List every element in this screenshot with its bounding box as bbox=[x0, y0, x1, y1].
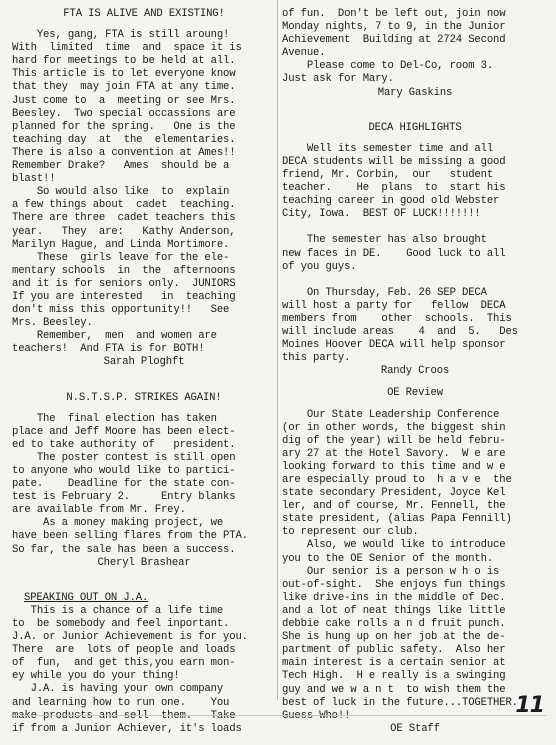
ja-continued bbox=[282, 8, 548, 100]
text-line: if from a Junior Achiever, it's loads bbox=[12, 722, 242, 735]
text-line: planned for the spring. One is the bbox=[12, 120, 236, 133]
text-line: Marilyn Hague, and Linda Mortimore. bbox=[12, 238, 230, 251]
text-line: out-of-sight. She enjoys fun things bbox=[282, 578, 506, 591]
text-line: The poster contest is still open bbox=[12, 451, 236, 464]
text-line: guy and we w a n t to wish them the bbox=[282, 683, 506, 696]
text-line: year. They are: Kathy Anderson, bbox=[12, 225, 236, 238]
ja-body bbox=[12, 605, 276, 736]
fta-headline: FTA IS ALIVE AND EXISTING! bbox=[63, 8, 225, 20]
text-line: ey while you do your thing! bbox=[12, 670, 180, 683]
text-line: So would also like to explain bbox=[12, 186, 230, 199]
text-line: Beesley. Two special occassions are bbox=[12, 107, 236, 120]
text-line: this party. bbox=[282, 352, 351, 365]
text-line: Our senior is a person w h o is bbox=[282, 565, 500, 578]
oe-headline: OE Review bbox=[387, 387, 443, 400]
text-line: (or in other words, the biggest shin bbox=[282, 421, 506, 434]
text-line: The final election has taken bbox=[12, 412, 217, 425]
deca-article bbox=[282, 122, 548, 379]
text-line: On Thursday, Feb. 26 SEP DECA bbox=[282, 286, 487, 299]
ja-signature: Mary Gaskins bbox=[377, 86, 453, 99]
fta-body bbox=[12, 29, 276, 356]
text-line: that they may join FTA at any time. bbox=[12, 81, 236, 94]
nstsp-signature: Cheryl Brashear bbox=[97, 556, 191, 569]
text-line: members from other schools. This bbox=[282, 312, 512, 325]
text-line: ed to take authority of president. bbox=[12, 438, 236, 451]
text-line: blast!! bbox=[12, 173, 56, 186]
deca-body bbox=[282, 143, 548, 366]
nstsp-article bbox=[12, 392, 276, 570]
text-line: This article is to let everyone know bbox=[12, 68, 236, 81]
text-line: are especially proud to h a v e the bbox=[282, 474, 512, 486]
text-line: As a money making project, we bbox=[12, 517, 224, 530]
text-line: teaching day at the elementaries. bbox=[12, 133, 236, 146]
text-line: have been selling flares from the PTA. bbox=[12, 530, 248, 543]
text-line: will host a party for fellow DECA bbox=[282, 299, 506, 312]
text-line: Our State Leadership Conference bbox=[282, 408, 500, 421]
text-line: She is hung up on her job at the de- bbox=[282, 631, 506, 644]
text-line: City, Iowa. BEST OF LUCK!!!!!!! bbox=[282, 208, 481, 221]
text-line: like drive-ins in the middle of Dec. bbox=[282, 591, 506, 604]
text-line: With limited time and space it is bbox=[12, 42, 242, 55]
oe-article bbox=[282, 387, 548, 735]
text-line: teaching career in good old Webster bbox=[282, 195, 500, 208]
text-line: friend, Mr. Corbin, our student bbox=[282, 168, 494, 181]
page-number: 11 bbox=[515, 693, 544, 718]
text-line: pate. Deadline for the state con- bbox=[12, 478, 236, 491]
text-line: a few things about cadet teaching. bbox=[12, 199, 236, 212]
ja-cont-body bbox=[282, 8, 548, 87]
text-line: So far, the sale has been a success. bbox=[12, 543, 236, 556]
oe-body bbox=[282, 409, 548, 723]
fta-article bbox=[12, 8, 276, 370]
text-line: These girls leave for the ele- bbox=[12, 251, 230, 264]
text-line: Remember, men and women are bbox=[12, 330, 217, 343]
text-line: Please come to Del-Co, room 3. bbox=[282, 60, 494, 73]
text-line: dig of the year) will be held febru- bbox=[282, 434, 506, 447]
ja-headline: SPEAKING OUT ON J.A. bbox=[24, 591, 149, 604]
text-line: mentary schools in the afternoons bbox=[12, 264, 236, 277]
text-line: Achievement Building at 2724 Second bbox=[282, 34, 506, 47]
text-line: DECA students will be missing a good bbox=[282, 155, 506, 168]
text-line: Also, we would like to introduce bbox=[282, 539, 506, 552]
text-line: Tech High. H e really is a swinging bbox=[282, 670, 506, 683]
text-line: Just ask for Mary. bbox=[282, 73, 394, 86]
text-line: Just come to a meeting or see Mrs. bbox=[12, 94, 236, 107]
fta-signature: Sarah Ploghft bbox=[103, 356, 185, 369]
text-line: don't miss this opportunity!! See bbox=[12, 304, 230, 317]
text-line: ler, and of course, Mr. Fennell, the bbox=[282, 500, 506, 513]
text-line: Yes, gang, FTA is still aroung! bbox=[12, 29, 230, 42]
text-line bbox=[12, 710, 276, 723]
text-line: This is a chance of a life time bbox=[12, 604, 224, 617]
right-column bbox=[282, 8, 548, 745]
text-line: best of luck in the future...TOGETHER. bbox=[282, 696, 518, 709]
text-line: to be somebody and feel inportant. bbox=[12, 617, 230, 630]
text-line: state secondary President, Joyce Kel bbox=[282, 487, 506, 500]
text-line: test is February 2. Entry blanks bbox=[12, 491, 236, 504]
text-line: There is also a convention at Ames!! bbox=[12, 146, 236, 159]
text-line: looking forward to this time and w e bbox=[282, 460, 506, 473]
text-line: place and Jeff Moore has been elect- bbox=[12, 425, 236, 438]
text-line: to represent our club. bbox=[282, 526, 419, 539]
text-line: There are three cadet teachers this bbox=[12, 212, 236, 225]
text-line: teacher. He plans to start his bbox=[282, 182, 506, 195]
text-line: debbie cake rolls a n d fruit punch. bbox=[282, 618, 506, 631]
text-line: Moines Hoover DECA will help sponsor bbox=[282, 339, 506, 352]
text-line: of you guys. bbox=[282, 260, 357, 273]
deca-signature: Randy Croos bbox=[380, 365, 450, 378]
text-line: The semester has also brought bbox=[282, 234, 487, 247]
text-line: Monday nights, 7 to 9, in the Junior bbox=[282, 21, 506, 34]
text-line: state president, (alias Papa Fennill) bbox=[282, 513, 512, 526]
text-line: If you are interested in teaching bbox=[12, 290, 236, 303]
text-line: J.A. or Junior Achievement is for you. bbox=[12, 631, 248, 644]
text-line: Well its semester time and all bbox=[282, 142, 494, 155]
text-line: Mrs. Beesley. bbox=[12, 317, 93, 330]
text-line: and a lot of neat things like little bbox=[282, 604, 506, 617]
text-line bbox=[282, 221, 548, 234]
text-line: and it is for seniors only. JUNIORS bbox=[12, 277, 236, 290]
text-line: are available from Mr. Frey. bbox=[12, 504, 186, 517]
deca-headline: DECA HIGHLIGHTS bbox=[368, 121, 462, 134]
text-line: partment of public safety. Also her bbox=[282, 644, 506, 657]
text-line bbox=[282, 274, 548, 287]
nstsp-body bbox=[12, 413, 276, 557]
text-line: There are lots of people and loads bbox=[12, 644, 236, 657]
text-line: J.A. is having your own company bbox=[12, 683, 224, 696]
text-line: new faces in DE. Good luck to all bbox=[282, 247, 506, 260]
text-line: teachers! And FTA is for BOTH! bbox=[12, 343, 205, 356]
text-line: Avenue. bbox=[282, 47, 326, 60]
text-line: to anyone who would like to partici- bbox=[12, 465, 236, 477]
text-line: main interest is a certain senior at bbox=[282, 657, 506, 670]
left-column bbox=[12, 8, 276, 745]
text-line: of fun, and get this,you earn mon- bbox=[12, 657, 236, 670]
nstsp-headline: N.S.T.S.P. STRIKES AGAIN! bbox=[66, 391, 222, 404]
bottom-rule bbox=[10, 715, 546, 716]
text-line: and learning how to run one. You bbox=[12, 696, 230, 709]
text-line: Remember Drake? Ames should be a bbox=[12, 160, 230, 173]
text-line: you to the OE Senior of the month. bbox=[282, 552, 494, 565]
text-line bbox=[282, 710, 548, 723]
text-line: hard for meetings to be held at all. bbox=[12, 55, 236, 68]
text-line: will include areas 4 and 5. Des bbox=[282, 326, 518, 339]
text-line: ary 27 at the Hotel Savory. W e are bbox=[282, 447, 506, 460]
text-line: of fun. Don't be left out, join now bbox=[282, 8, 506, 20]
oe-signature: OE Staff bbox=[390, 722, 440, 735]
